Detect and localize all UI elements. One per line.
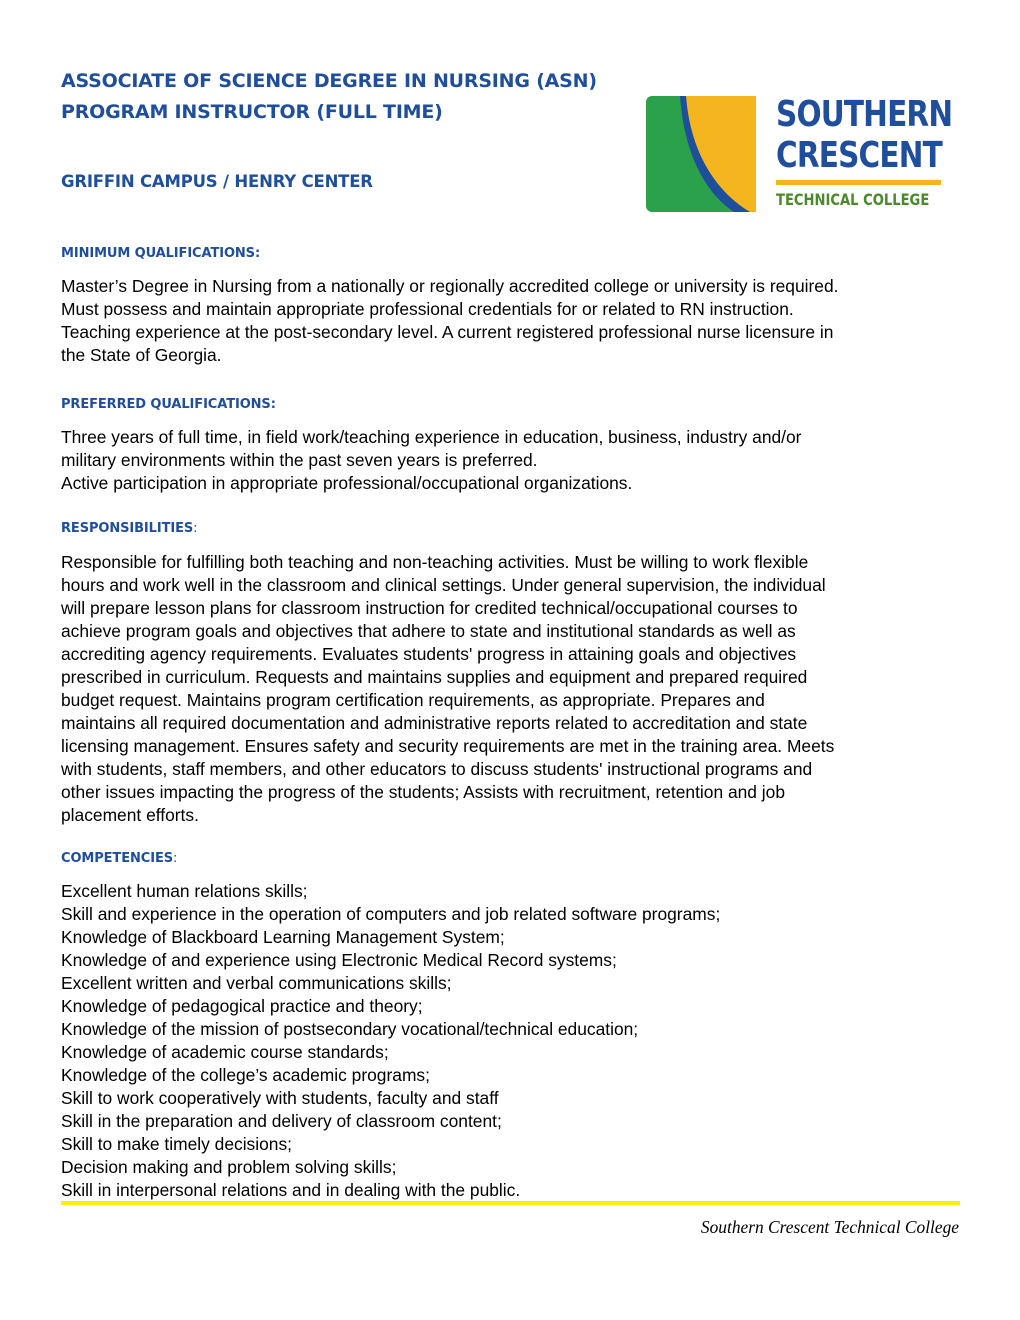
logo-line-technical-college: TECHNICAL COLLEGE — [776, 190, 930, 209]
list-item: Knowledge of Blackboard Learning Management System; — [61, 927, 505, 947]
list-item: Knowledge of academic course standards; — [61, 1042, 389, 1062]
responsibilities-heading — [61, 521, 197, 536]
text-line: licensing management. Ensures safety and security requirements are met in the training area. Meets — [61, 736, 835, 756]
list-item: Skill to work cooperatively with students, faculty and staff — [61, 1088, 499, 1108]
list-item: Skill and experience in the operation of computers and job related software programs; — [61, 904, 721, 924]
text-line: achieve program goals and objectives that adhere to state and institutional standards as well as — [61, 621, 796, 641]
footer-college-name: Southern Crescent Technical College — [700, 1217, 959, 1237]
list-item: Skill in the preparation and delivery of classroom content; — [61, 1111, 502, 1131]
text-line: Responsible for fulfilling both teaching and non-teaching activities. Must be willing to work flexible — [61, 552, 809, 572]
competencies-list — [61, 880, 961, 1202]
responsibilities-body — [61, 551, 961, 827]
logo-emblem-icon — [646, 92, 758, 214]
title-line-1: ASSOCIATE OF SCIENCE DEGREE IN NURSING (ASN) — [61, 70, 597, 92]
competencies-heading-text: COMPETENCIES — [61, 851, 173, 866]
list-item: Excellent human relations skills; — [61, 881, 308, 901]
list-item: Skill to make timely decisions; — [61, 1134, 292, 1154]
min-qualifications-body — [61, 275, 961, 367]
text-line: accrediting agency requirements. Evaluates students' progress in attaining goals and objectives — [61, 644, 797, 664]
title-line-2: PROGRAM INSTRUCTOR (FULL TIME) — [61, 101, 443, 123]
preferred-qualifications-heading: PREFERRED QUALIFICATIONS: — [61, 397, 276, 412]
text-line: budget request. Maintains program certification requirements, as appropriate. Prepares and — [61, 690, 765, 710]
list-item: Decision making and problem solving skills; — [61, 1157, 397, 1177]
text-line: maintains all required documentation and administrative reports related to accreditation and state — [61, 713, 808, 733]
text-line: Active participation in appropriate professional/occupational organizations. — [61, 473, 633, 493]
text-line: hours and work well in the classroom and clinical settings. Under general supervision, the individual — [61, 575, 826, 595]
text-line: prescribed in curriculum. Requests and maintains supplies and equipment and prepared required — [61, 667, 808, 687]
logo-wordmark — [776, 94, 953, 209]
preferred-qualifications-body — [61, 426, 961, 495]
page-title — [61, 66, 641, 128]
list-item: Knowledge of the college’s academic programs; — [61, 1065, 430, 1085]
heading-colon: : — [193, 521, 198, 536]
list-item: Knowledge of pedagogical practice and theory; — [61, 996, 423, 1016]
footer-rule — [61, 1201, 960, 1205]
text-line: military environments within the past seven years is preferred. — [61, 450, 538, 470]
text-line: Three years of full time, in field work/teaching experience in education, business, industry and/or — [61, 427, 802, 447]
list-item: Excellent written and verbal communications skills; — [61, 973, 452, 993]
college-logo — [646, 92, 953, 214]
logo-divider — [776, 180, 941, 185]
min-qualifications-heading: MINIMUM QUALIFICATIONS: — [61, 246, 261, 261]
competencies-heading — [61, 851, 177, 866]
campus-subtitle: GRIFFIN CAMPUS / HENRY CENTER — [61, 172, 373, 191]
list-item: Knowledge of the mission of postsecondary vocational/technical education; — [61, 1019, 639, 1039]
text-line: placement efforts. — [61, 805, 199, 825]
list-item: Knowledge of and experience using Electronic Medical Record systems; — [61, 950, 617, 970]
logo-line-crescent: CRESCENT — [776, 135, 942, 176]
text-line: Must possess and maintain appropriate professional credentials for or related to RN instruction. — [61, 299, 794, 319]
text-line: will prepare lesson plans for classroom instruction for credited technical/occupational courses to — [61, 598, 798, 618]
logo-line-southern: SOUTHERN — [776, 94, 953, 135]
text-line: the State of Georgia. — [61, 345, 222, 365]
text-line: with students, staff members, and other educators to discuss students' instructional programs and — [61, 759, 813, 779]
text-line: Master’s Degree in Nursing from a nationally or regionally accredited college or university is required. — [61, 276, 839, 296]
heading-colon: : — [173, 851, 178, 866]
responsibilities-heading-text: RESPONSIBILITIES — [61, 521, 194, 536]
list-item: Skill in interpersonal relations and in dealing with the public. — [61, 1180, 521, 1200]
text-line: Teaching experience at the post-secondary level. A current registered professional nurse licensure in — [61, 322, 834, 342]
text-line: other issues impacting the progress of the students; Assists with recruitment, retention and job — [61, 782, 786, 802]
